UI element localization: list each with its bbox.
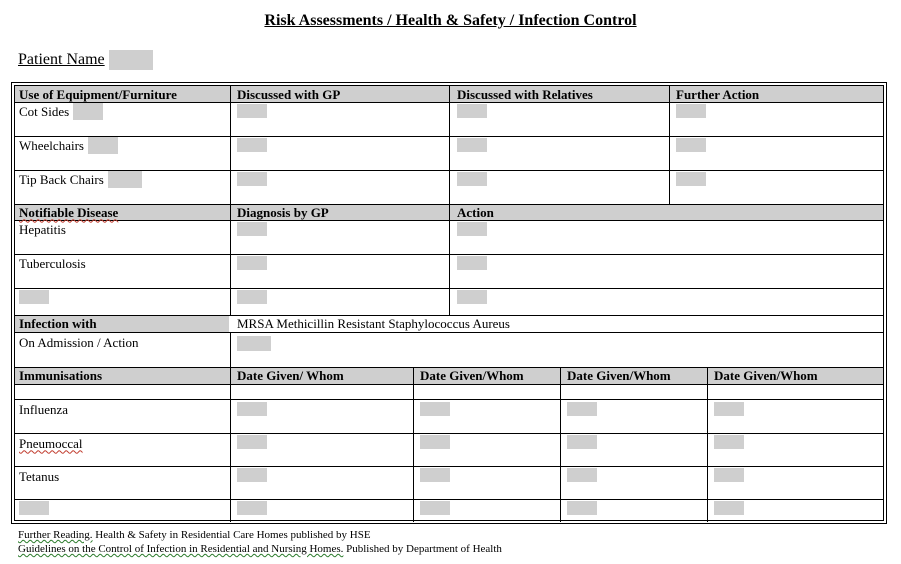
footer-line-1 xyxy=(18,529,371,541)
influenza-date-2-field[interactable] xyxy=(420,402,450,416)
header-date-given-2: Date Given/Whom xyxy=(420,368,524,383)
header-discussed-gp: Discussed with GP xyxy=(237,86,341,102)
assessment-grid xyxy=(14,85,884,521)
row-tip-back-chairs xyxy=(19,171,142,187)
row-cot-sides xyxy=(19,103,103,119)
further-reading-label: Further Reading. xyxy=(18,529,93,541)
other-disease-action-field[interactable] xyxy=(457,290,487,304)
guidelines-title: Guidelines on the Control of Infection in Residential and Nursing Homes. xyxy=(18,543,344,555)
infection-value: MRSA Methicillin Resistant Staphylococcus Aureus xyxy=(237,316,510,331)
other-date-4-field[interactable] xyxy=(714,501,744,515)
influenza-date-3-field[interactable] xyxy=(567,402,597,416)
other-disease-diagnosis-field[interactable] xyxy=(237,290,267,304)
influenza-date-1-field[interactable] xyxy=(237,402,267,416)
header-discussed-relatives: Discussed with Relatives xyxy=(457,86,593,102)
row-influenza: Influenza xyxy=(19,401,69,417)
footer-line-2 xyxy=(18,543,502,555)
cot-sides-gp-field[interactable] xyxy=(237,104,267,118)
tetanus-date-2-field[interactable] xyxy=(420,468,450,482)
guidelines-publisher: Published by Department of Health xyxy=(343,543,502,555)
cot-sides-relatives-field[interactable] xyxy=(457,104,487,118)
tip-back-chairs-field[interactable] xyxy=(108,171,142,188)
further-reading-text: Health & Safety in Residential Care Homes published by HSE xyxy=(92,529,371,541)
influenza-date-4-field[interactable] xyxy=(714,402,744,416)
cot-sides-field[interactable] xyxy=(73,103,103,120)
header-date-given-4: Date Given/Whom xyxy=(714,368,818,383)
tip-back-chairs-action-field[interactable] xyxy=(676,172,706,186)
other-immunisation-field[interactable] xyxy=(19,501,49,515)
tetanus-date-3-field[interactable] xyxy=(567,468,597,482)
header-equipment: Use of Equipment/Furniture xyxy=(19,86,177,102)
row-wheelchairs xyxy=(19,137,118,153)
other-disease-field[interactable] xyxy=(19,290,49,304)
row-label: Cot Sides xyxy=(19,103,70,119)
row-tetanus: Tetanus xyxy=(19,468,60,484)
wheelchairs-field[interactable] xyxy=(88,137,118,154)
tetanus-date-4-field[interactable] xyxy=(714,468,744,482)
header-diagnosis-gp: Diagnosis by GP xyxy=(237,204,329,220)
infection-label: Infection with xyxy=(19,316,97,331)
tuberculosis-action-field[interactable] xyxy=(457,256,487,270)
pneumoccal-date-1-field[interactable] xyxy=(237,435,267,449)
assessment-form xyxy=(11,82,887,524)
row-tuberculosis: Tuberculosis xyxy=(19,255,86,271)
row-label: Tip Back Chairs xyxy=(19,171,104,187)
wheelchairs-relatives-field[interactable] xyxy=(457,138,487,152)
header-immunisations: Immunisations xyxy=(19,368,103,383)
tip-back-chairs-relatives-field[interactable] xyxy=(457,172,487,186)
hepatitis-action-field[interactable] xyxy=(457,222,487,236)
wheelchairs-gp-field[interactable] xyxy=(237,138,267,152)
admission-action-field[interactable] xyxy=(237,336,271,351)
header-further-action: Further Action xyxy=(676,86,760,102)
row-pneumoccal: Pneumoccal xyxy=(19,435,83,451)
tuberculosis-diagnosis-field[interactable] xyxy=(237,256,267,270)
pneumoccal-date-4-field[interactable] xyxy=(714,435,744,449)
patient-name-row xyxy=(18,50,153,70)
hepatitis-diagnosis-field[interactable] xyxy=(237,222,267,236)
pneumoccal-date-3-field[interactable] xyxy=(567,435,597,449)
header-notifiable-disease: Notifiable Disease xyxy=(19,204,119,220)
page-title: Risk Assessments / Health & Safety / Infection Control xyxy=(264,12,637,29)
other-date-3-field[interactable] xyxy=(567,501,597,515)
header-action: Action xyxy=(457,204,494,220)
wheelchairs-action-field[interactable] xyxy=(676,138,706,152)
cot-sides-action-field[interactable] xyxy=(676,104,706,118)
patient-name-label: Patient Name xyxy=(18,51,105,68)
other-date-2-field[interactable] xyxy=(420,501,450,515)
row-hepatitis: Hepatitis xyxy=(19,221,66,237)
tetanus-date-1-field[interactable] xyxy=(237,468,267,482)
row-label: Wheelchairs xyxy=(19,137,84,153)
header-date-given-1: Date Given/ Whom xyxy=(237,368,344,383)
pneumoccal-date-2-field[interactable] xyxy=(420,435,450,449)
patient-name-field[interactable] xyxy=(109,50,153,70)
tip-back-chairs-gp-field[interactable] xyxy=(237,172,267,186)
header-date-given-3: Date Given/Whom xyxy=(567,368,671,383)
other-date-1-field[interactable] xyxy=(237,501,267,515)
admission-action-label: On Admission / Action xyxy=(19,334,139,350)
